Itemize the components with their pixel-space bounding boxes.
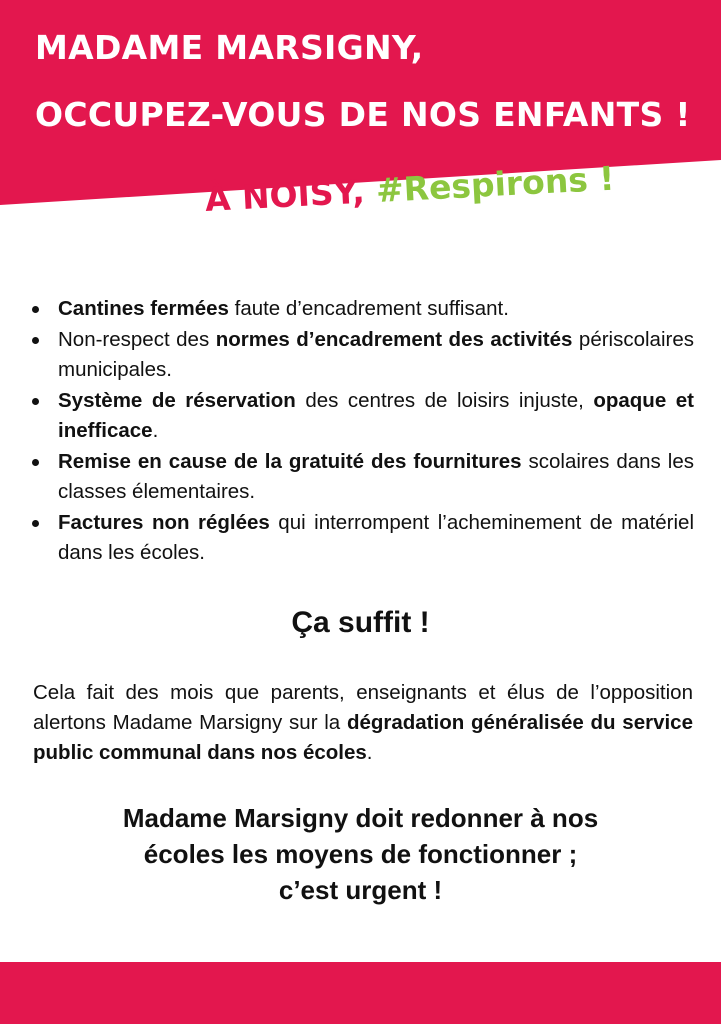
list-item: [30, 386, 694, 447]
item-text: scolaires dans les classes élementaires.: [58, 449, 694, 503]
headline-line-2: OCCUPEZ-VOUS DE NOS ENFANTS !: [35, 95, 691, 134]
ca-suffit-heading: Ça suffit !: [291, 606, 430, 639]
conclusion-line-1: Madame Marsigny doit redonner à nos: [122, 803, 599, 833]
item-text: périscolaires municipales.: [58, 327, 694, 381]
bullet-icon: [32, 306, 39, 313]
footer-bar: [0, 962, 721, 1024]
paragraph-text: Cela fait des mois que parents, enseignants et élus de l’opposition alertons Madame Marsigny sur la: [33, 681, 693, 734]
item-bold: Factures non réglées: [58, 510, 270, 534]
list-item: [30, 447, 694, 508]
item-text: faute d’encadrement suffisant.: [228, 297, 509, 320]
item-bold: Cantines fermées: [58, 297, 229, 320]
list-item: [30, 325, 694, 386]
item-text-2: .: [152, 419, 159, 442]
item-bold: Système de réservation: [58, 388, 296, 412]
item-text: qui interrompent l’acheminement de matériel dans les écoles.: [58, 510, 694, 564]
bullet-icon: [32, 337, 39, 344]
list-item: [30, 508, 694, 569]
bullet-icon: [32, 398, 39, 405]
item-text: des centres de loisirs injuste,: [295, 388, 594, 412]
complaint-list: [30, 294, 694, 569]
paragraph-bold: dégradation généralisée du service public communal dans nos écoles: [33, 711, 693, 764]
item-bold-2: opaque et inefficace: [58, 388, 694, 442]
body-paragraph: [33, 678, 693, 768]
conclusion: [0, 800, 721, 908]
bullet-icon: [32, 520, 39, 527]
item-bold: normes d’encadrement des activités: [215, 327, 573, 351]
conclusion-line-2: écoles les moyens de fonctionner ;: [143, 839, 578, 869]
item-prefix: Non-respect des: [58, 327, 216, 351]
slogan-noisy: À NOISY,: [203, 171, 378, 219]
list-item: [30, 294, 694, 325]
headline-line-1: MADAME MARSIGNY,: [35, 28, 424, 67]
bullet-icon: [32, 459, 39, 466]
slogan-respirons: #Respirons !: [374, 158, 616, 211]
conclusion-line-3: c’est urgent !: [278, 875, 443, 905]
item-bold: Remise en cause de la gratuité des fournitures: [58, 449, 522, 473]
paragraph-end: .: [366, 741, 373, 764]
